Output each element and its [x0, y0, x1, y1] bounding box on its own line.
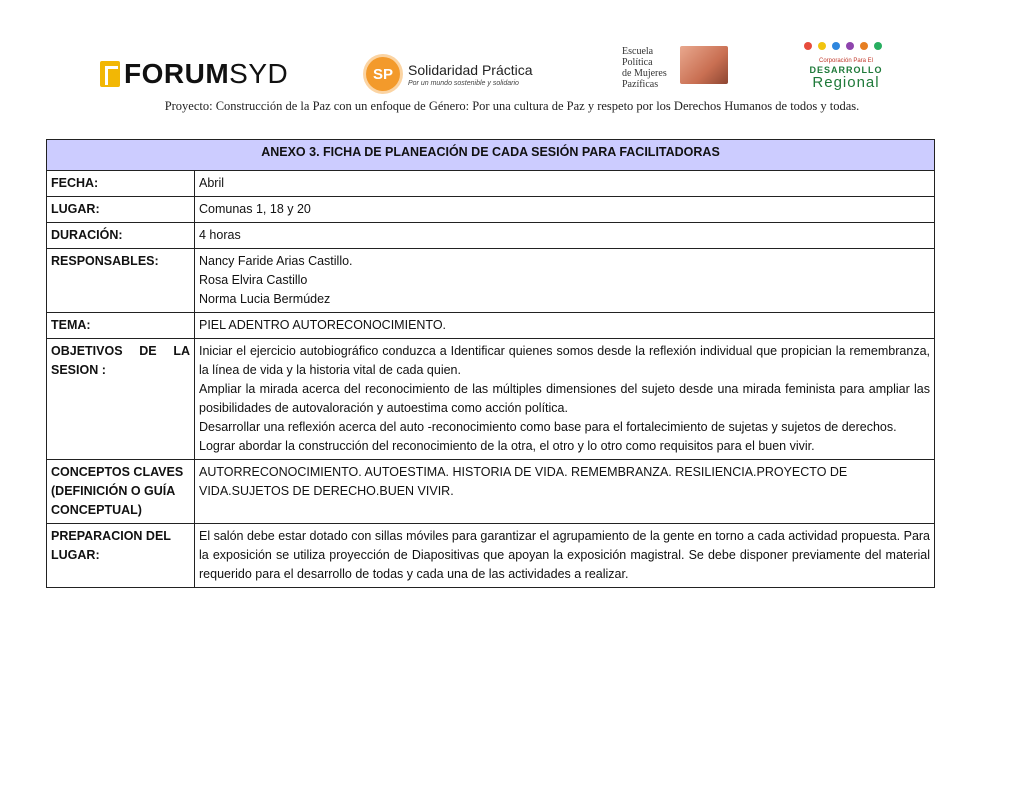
preparacion-paragraph: El salón debe estar dotado con sillas móviles para garantizar el agrupamiento de la gente en torno a cada actividad propuesta. Para la exposición se utiliza proyección de Diapositivas que apoyan la exposición magistral. Se debe disponer previamente del material requerido para el desarrollo de todas y cada una de las actividades a realizar. — [199, 529, 931, 581]
forumsyd-mark-icon — [100, 61, 120, 87]
project-title: Proyecto: Construcción de la Paz con un enfoque de Género: Por una cultura de Paz y respeto por los Derechos Humanos de todos y todas. — [164, 99, 860, 113]
value-duracion: 4 horas — [195, 223, 935, 249]
cdr-title: DESARROLLO — [809, 65, 883, 75]
table-row — [47, 171, 935, 197]
planning-table — [46, 139, 935, 588]
label-line: LUGAR: — [51, 548, 100, 562]
objetivo-paragraph: Lograr abordar la construcción del reconocimiento de la otra, el otro y lo otro como requisitos para el buen vivir. — [199, 439, 815, 453]
cdr-subtitle: Corporación Para El — [818, 58, 874, 64]
table-row — [47, 223, 935, 249]
escuela-line: de Mujeres — [622, 68, 667, 79]
value-objetivos — [195, 339, 935, 460]
table-row — [47, 197, 935, 223]
logos-row — [0, 40, 1024, 92]
table-row — [47, 339, 935, 460]
sp-badge-icon: SP — [366, 57, 400, 91]
corporacion-desarrollo-regional-logo — [796, 42, 896, 94]
value-conceptos: AUTORRECONOCIMIENTO. AUTOESTIMA. HISTORIA DE VIDA. REMEMBRANZA. RESILIENCIA.PROYECTO DE VIDA.SUJETOS DE DERECHO.BUEN VIVIR. — [195, 460, 935, 524]
value-lugar: Comunas 1, 18 y 20 — [195, 197, 935, 223]
label-line: (DEFINICIÓN O GUÍA — [51, 484, 176, 498]
value-preparacion — [195, 524, 935, 588]
label-line: SESION : — [51, 363, 106, 377]
value-fecha: Abril — [195, 171, 935, 197]
label-lugar: LUGAR: — [47, 197, 195, 223]
forumsyd-logo — [100, 48, 288, 100]
escuela-line: Escuela Política — [622, 46, 654, 68]
label-line: CONCEPTOS CLAVES — [51, 465, 184, 479]
forumsyd-bold: FORUM — [124, 58, 230, 89]
sp-tagline: Por un mundo sostenible y solidario — [408, 79, 519, 87]
table-header: ANEXO 3. FICHA DE PLANEACIÓN DE CADA SESIÓN PARA FACILITADORAS — [47, 140, 935, 171]
hands-image-icon — [680, 46, 728, 84]
escuela-line: Pazíficas — [622, 79, 659, 90]
label-line: OBJETIVOS DE LA — [51, 344, 190, 358]
escuela-politica-logo — [622, 46, 728, 98]
responsable-name: Nancy Faride Arias Castillo. — [199, 254, 353, 268]
objetivo-paragraph: Desarrollar una reflexión acerca del auto -reconocimiento como base para el fortalecimiento de sujetas y sujetos de derechos. — [199, 420, 897, 434]
responsable-name: Norma Lucia Bermúdez — [199, 292, 331, 306]
table-header-row — [47, 140, 935, 171]
solidaridad-practica-logo — [366, 48, 533, 100]
label-line: PREPARACION DEL — [51, 529, 171, 543]
table-row — [47, 460, 935, 524]
label-tema: TEMA: — [47, 313, 195, 339]
value-responsables — [195, 249, 935, 313]
label-conceptos — [47, 460, 195, 524]
label-fecha: FECHA: — [47, 171, 195, 197]
table-row — [47, 524, 935, 588]
value-tema: PIEL ADENTRO AUTORECONOCIMIENTO. — [195, 313, 935, 339]
people-figures-icon — [796, 42, 896, 58]
label-responsables: RESPONSABLES: — [47, 249, 195, 313]
responsable-name: Rosa Elvira Castillo — [199, 273, 308, 287]
objetivo-paragraph: Iniciar el ejercicio autobiográfico conduzca a Identificar quienes somos desde la reflexión individual que propician la remembranza, la línea de vida y la historia vital de cada quien. — [199, 344, 930, 377]
cdr-region: Regional — [812, 74, 880, 91]
label-duracion: DURACIÓN: — [47, 223, 195, 249]
table-row — [47, 249, 935, 313]
label-objetivos — [47, 339, 195, 460]
sp-name: Solidaridad Práctica — [408, 61, 533, 78]
forumsyd-light: SYD — [229, 58, 289, 89]
objetivo-paragraph: Ampliar la mirada acerca del reconocimiento de las múltiples dimensiones del sujeto desde una mirada feminista para ampliar las posibilidades de autovaloración y autoestima como acción política. — [199, 382, 930, 415]
table-row — [47, 313, 935, 339]
label-preparacion — [47, 524, 195, 588]
label-line: CONCEPTUAL) — [51, 503, 142, 517]
